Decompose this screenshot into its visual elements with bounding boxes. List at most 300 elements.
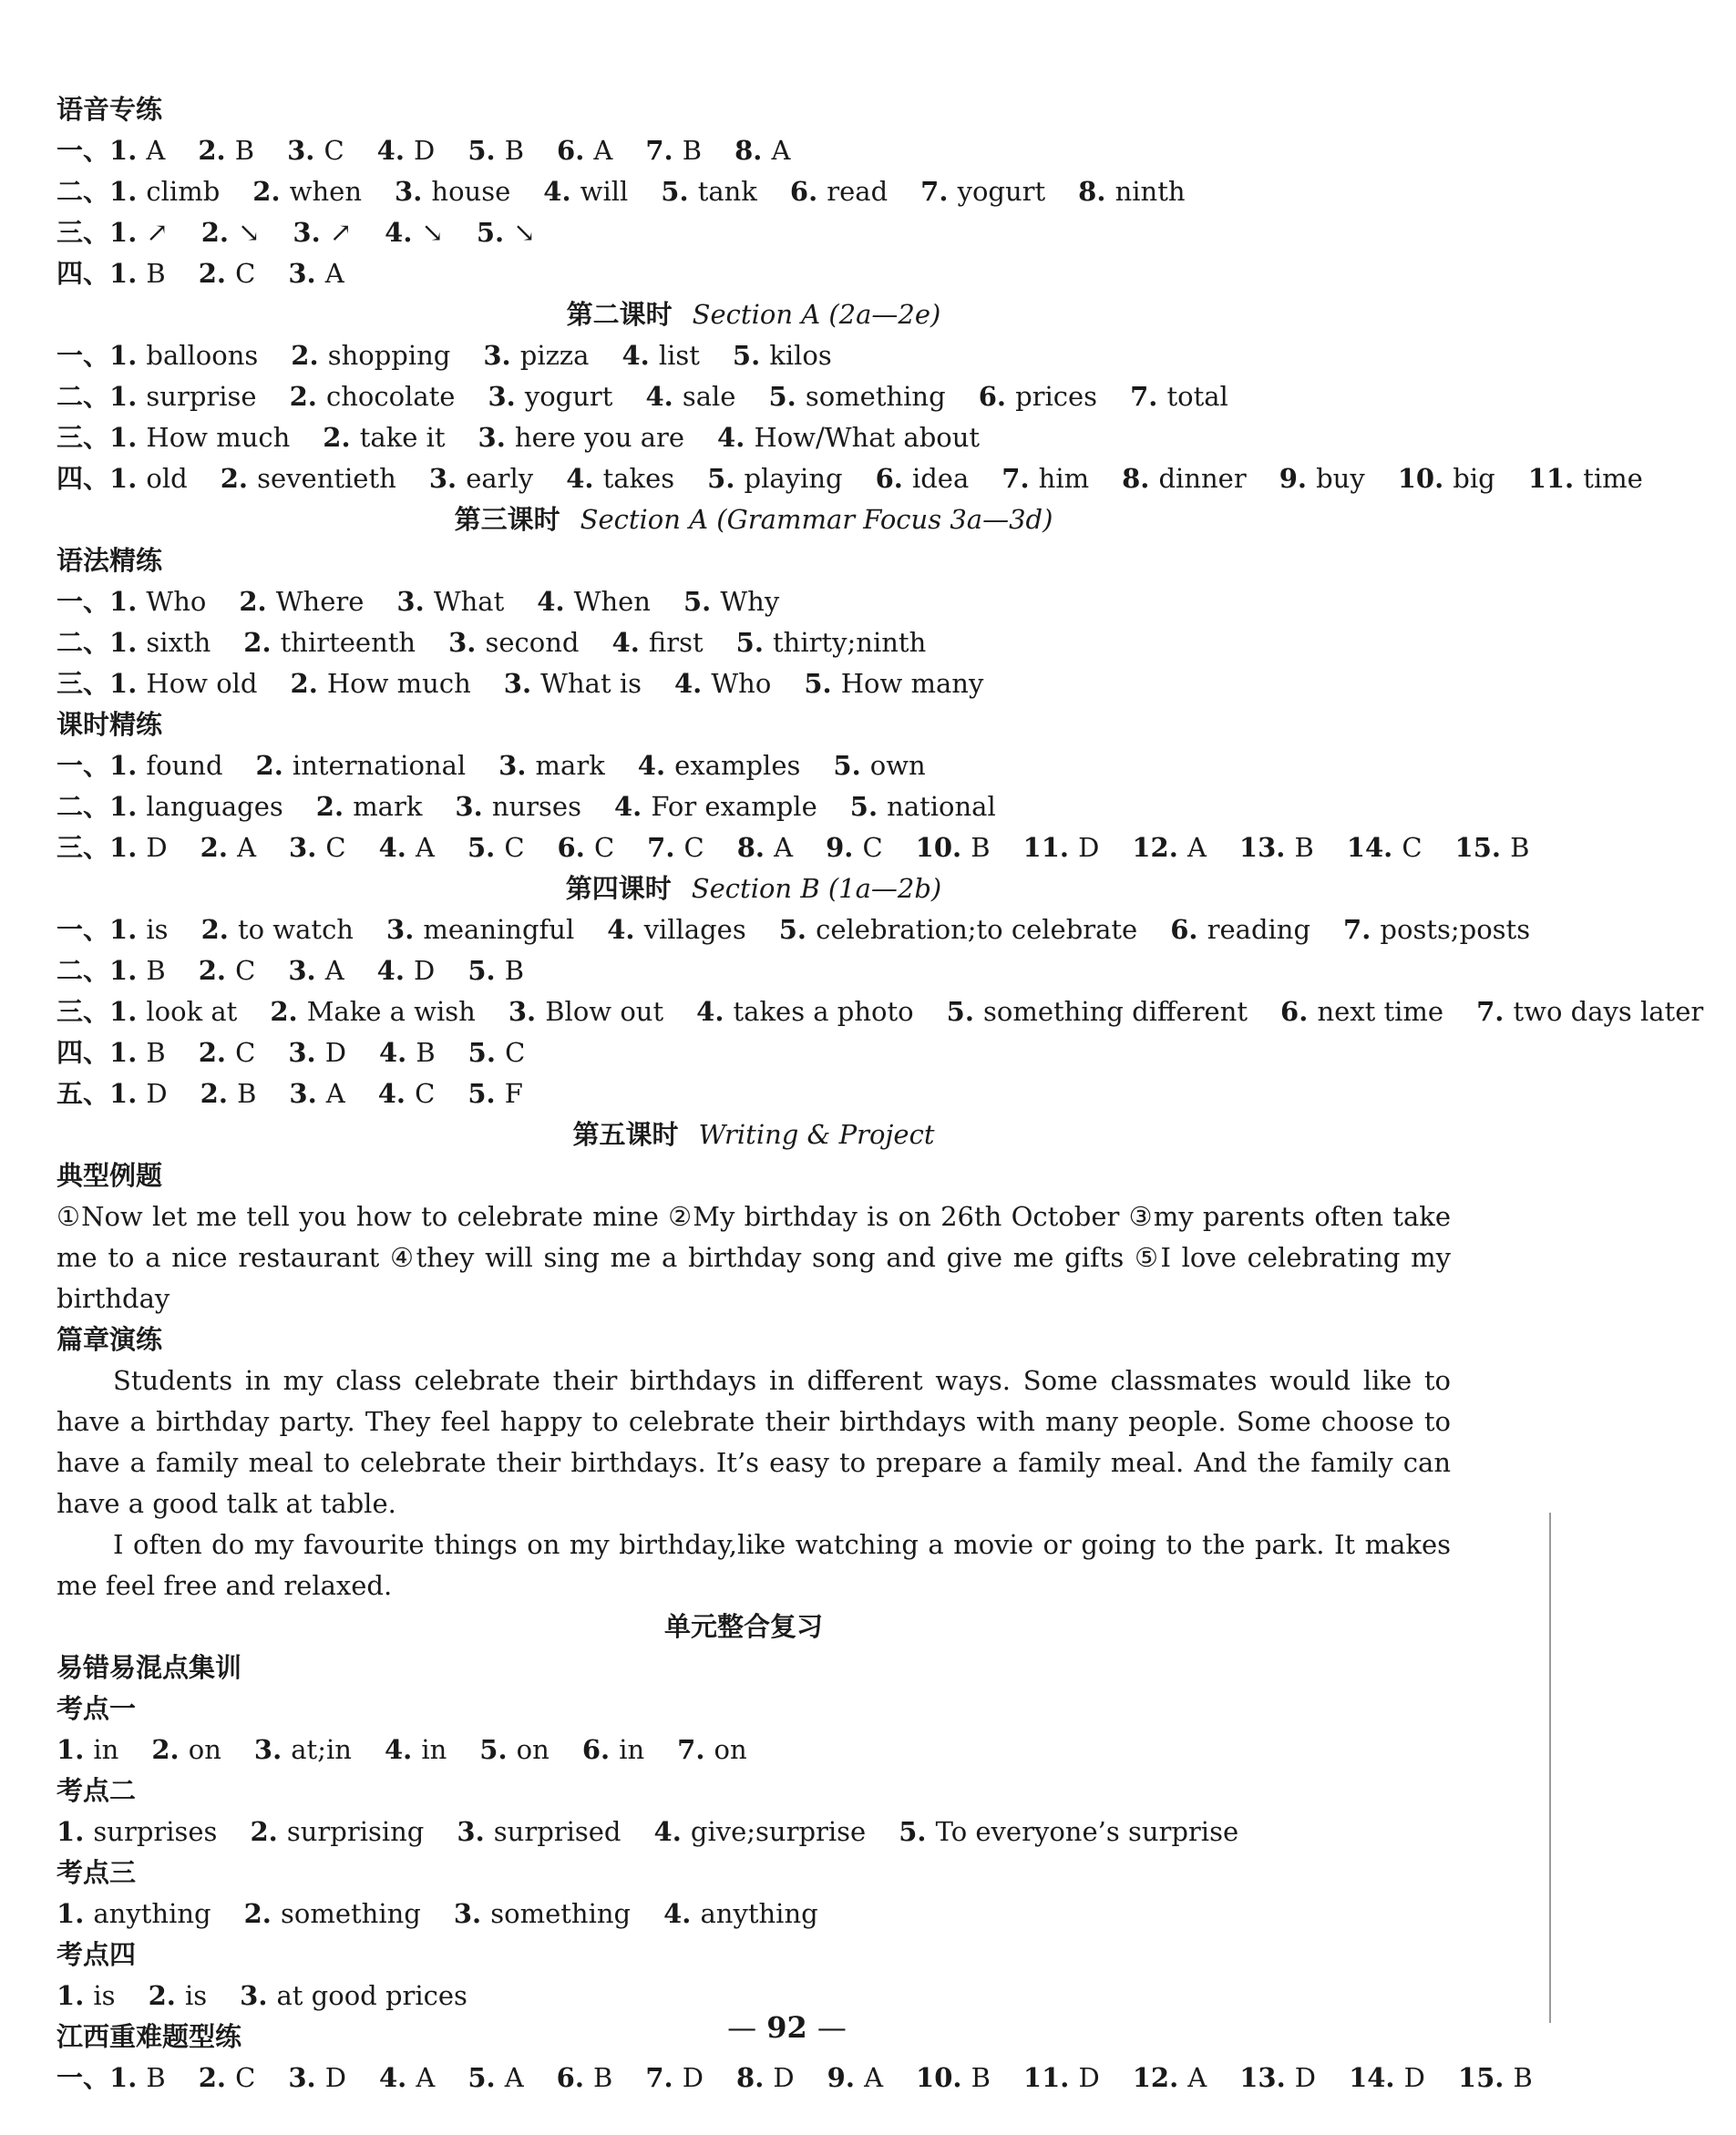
page-number-value: 92: [766, 2010, 807, 2045]
answer-item-text: B: [146, 1037, 166, 1068]
answer-item-number: 8: [734, 135, 754, 166]
answer-item-text: A: [146, 135, 166, 166]
answer-item-dot: .: [306, 1037, 325, 1068]
answer-item-dot: .: [128, 832, 147, 863]
answer-item-number: 3: [483, 340, 502, 371]
answer-item-dot: .: [486, 1078, 505, 1109]
answer-item-number: 5: [804, 668, 823, 699]
answer-item-number: 2: [255, 750, 274, 781]
answer-row-prefix: 一、: [56, 914, 110, 945]
answer-item-text: What is: [540, 668, 642, 699]
answer-item: [291, 335, 450, 376]
answer-item-dot: .: [395, 1078, 416, 1109]
answer-item-number: 6: [556, 2062, 575, 2093]
answer-item: [109, 376, 257, 417]
answer-item-dot: .: [679, 176, 698, 207]
answer-item-dot: .: [128, 135, 147, 166]
answer-row: [56, 1812, 1451, 1853]
answer-item-number: 7: [1476, 996, 1495, 1027]
answer-item: [790, 171, 888, 212]
answer-row-prefix: 三、: [56, 668, 110, 699]
answer-item-number: 8: [1122, 463, 1141, 494]
answer-item: [287, 130, 344, 171]
lesson-title-cn: 单元整合复习: [663, 1611, 823, 1642]
answer-item-dot: .: [682, 1898, 701, 1929]
answer-item-text: B: [146, 2062, 166, 2093]
answer-item-text: takes: [602, 463, 675, 494]
answer-item-dot: .: [632, 791, 652, 822]
answer-item: [663, 1894, 818, 1935]
answer-item-dot: .: [1059, 832, 1079, 863]
answer-item: [508, 991, 663, 1032]
answer-row-prefix: 四、: [56, 463, 110, 494]
answer-item-number: 5: [735, 627, 755, 658]
answer-item-number: 5: [467, 955, 487, 986]
answer-item: [1122, 458, 1247, 499]
answer-item: [200, 827, 256, 868]
answer-item-text: big: [1453, 463, 1495, 494]
answer-item-text: Make a wish: [306, 996, 476, 1027]
answer-item: [288, 1032, 346, 1073]
answer-row: [56, 745, 1451, 786]
answer-item-text: A: [324, 955, 344, 986]
answer-item-text: reading: [1207, 914, 1311, 945]
answer-item-dot: .: [575, 135, 594, 166]
answer-item-text: C: [415, 1078, 436, 1109]
answer-item: [109, 827, 168, 868]
page-number-dash-left: —: [727, 2010, 757, 2045]
answer-item-dot: .: [216, 1037, 236, 1068]
lesson-title-en: Section A (2a—2e): [692, 299, 941, 330]
answer-item-text: dinner: [1158, 463, 1247, 494]
answer-item-dot: .: [128, 1037, 147, 1068]
answer-item-text: first: [648, 627, 704, 658]
answer-item-text: thirty;ninth: [773, 627, 927, 658]
answer-item-number: 6: [1170, 914, 1189, 945]
answer-item-number: 3: [240, 1980, 259, 2011]
answer-item: [674, 663, 771, 704]
answer-item: [736, 622, 927, 663]
answer-item: [1343, 909, 1530, 950]
answer-item-number: 1: [109, 381, 128, 412]
answer-item: [677, 1730, 747, 1771]
answer-item-text: B: [416, 1037, 436, 1068]
answer-item: [395, 171, 510, 212]
answer-item-dot: .: [630, 627, 649, 658]
answer-item-text: on: [188, 1734, 221, 1765]
answer-item-text: D: [773, 2062, 795, 2093]
answer-item-dot: .: [258, 1980, 277, 2011]
answer-item: [467, 1073, 523, 1114]
answer-item: [56, 1812, 217, 1853]
answer-row-prefix: 二、: [56, 627, 110, 658]
answer-item-dot: .: [663, 381, 683, 412]
answer-item-text: How much: [326, 668, 471, 699]
answer-item-text: To everyone’s surprise: [935, 1816, 1239, 1847]
answer-item-dot: .: [75, 1898, 94, 1929]
answer-item-number: 4: [376, 135, 395, 166]
answer-item-dot: .: [1276, 832, 1295, 863]
answer-item-number: 4: [613, 791, 633, 822]
answer-item-text: C: [235, 258, 256, 289]
answer-item-number: 7: [645, 2062, 664, 2093]
section-heading: 典型例题: [56, 1160, 163, 1191]
answer-item-dot: .: [672, 1816, 691, 1847]
section-heading: 考点四: [56, 1939, 137, 1970]
answer-item-text: second: [485, 627, 580, 658]
answer-item-number: 5: [899, 1816, 918, 1847]
answer-item-dot: .: [1140, 463, 1159, 494]
answer-item: [707, 458, 842, 499]
answer-item-text: D: [414, 955, 436, 986]
answer-item-text: villages: [643, 914, 746, 945]
answer-item-number: 8: [1078, 176, 1097, 207]
answer-item-dot: .: [403, 1734, 422, 1765]
answer-item-number: 4: [384, 1734, 404, 1765]
answer-row: [56, 458, 1643, 499]
answer-item: [645, 376, 735, 417]
answer-item-text: yogurt: [524, 381, 613, 412]
answer-item-text: at;in: [291, 1734, 352, 1765]
answer-item-number: 4: [637, 750, 656, 781]
answer-item: [199, 950, 256, 991]
answer-item-number: 5: [849, 791, 868, 822]
answer-item-number: 5: [467, 135, 487, 166]
answer-item: [109, 950, 166, 991]
answer-item-text: C: [1402, 832, 1423, 863]
answer-item-number: 12: [1132, 2062, 1170, 2093]
answer-item: [566, 458, 674, 499]
section-heading: 考点一: [56, 1693, 137, 1724]
answer-item-dot: .: [262, 1898, 281, 1929]
answer-row-prefix: 一、: [56, 586, 110, 617]
answer-item-number: 5: [467, 2062, 487, 2093]
answer-item-dot: .: [128, 668, 147, 699]
answer-item-text: C: [235, 1037, 256, 1068]
answer-item: [1280, 991, 1443, 1032]
answer-item-number: 1: [109, 463, 128, 494]
answer-item-dot: .: [128, 381, 147, 412]
answer-item: [467, 130, 524, 171]
answer-item: [717, 417, 980, 458]
answer-item-dot: .: [725, 463, 745, 494]
answer-item-dot: .: [307, 832, 326, 863]
lesson-title: [56, 1606, 1451, 1647]
answer-item-dot: .: [262, 627, 281, 658]
answer-row-prefix: 二、: [56, 791, 110, 822]
answer-row: [56, 376, 1451, 417]
answer-item-number: 4: [378, 1037, 398, 1068]
answer-item-number: 5: [768, 381, 787, 412]
answer-item: [768, 376, 945, 417]
answer-item-text: What: [433, 586, 505, 617]
answer-item-dot: .: [219, 217, 239, 248]
answer-item-number: 6: [581, 1734, 601, 1765]
answer-item-dot: .: [309, 340, 328, 371]
answer-item: [661, 171, 757, 212]
answer-item-number: 15: [1454, 832, 1492, 863]
answer-item: [56, 1730, 118, 1771]
answer-item-dot: .: [996, 381, 1016, 412]
answer-item-text: B: [971, 2062, 991, 2093]
answer-item-number: 2: [200, 832, 219, 863]
answer-item: [239, 581, 364, 622]
answer-item-dot: .: [1383, 832, 1402, 863]
answer-item-text: international: [292, 750, 467, 781]
answer-row: [56, 991, 1704, 1032]
answer-item-text: Who: [146, 586, 207, 617]
answer-item-dot: .: [306, 2062, 325, 2093]
answer-item-text: mark: [535, 750, 605, 781]
answer-item-text: A: [416, 2062, 436, 2093]
answer-item-number: 2: [250, 1816, 269, 1847]
answer-item-text: idea: [911, 463, 970, 494]
answer-item-dot: .: [397, 1037, 416, 1068]
answer-item: [244, 1894, 421, 1935]
answer-item: [779, 909, 1138, 950]
answer-item-text: D: [1078, 2062, 1100, 2093]
answer-item-dot: .: [128, 258, 147, 289]
answer-item-text: mark: [353, 791, 423, 822]
answer-item-dot: .: [844, 832, 863, 863]
answer-item-text: B: [593, 2062, 613, 2093]
section-heading: 篇章演练: [56, 1324, 163, 1355]
answer-item-number: 9: [1279, 463, 1298, 494]
answer-item-text: surprises: [93, 1816, 218, 1847]
answer-item-text: B: [504, 135, 525, 166]
answer-item-number: 1: [109, 1037, 128, 1068]
answer-item-dot: .: [311, 217, 330, 248]
answer-item: [947, 991, 1248, 1032]
answer-item-text: playing: [744, 463, 843, 494]
answer-item-dot: .: [128, 627, 147, 658]
answer-item-number: 6: [978, 381, 997, 412]
answer-row-prefix: 三、: [56, 832, 110, 863]
answer-row-prefix: 一、: [56, 340, 110, 371]
answer-item: [109, 745, 223, 786]
answer-item-number: 4: [607, 914, 626, 945]
answer-item: [1023, 827, 1100, 868]
answer-item-text: surprised: [493, 1816, 621, 1847]
answer-item-text: climb: [146, 176, 221, 207]
section-heading: 课时精练: [56, 709, 163, 740]
answer-row-prefix: 三、: [56, 996, 110, 1027]
answer-item: [290, 376, 456, 417]
answer-item-text: A: [325, 1078, 345, 1109]
answer-item: [109, 212, 169, 253]
answer-item-text: C: [504, 832, 525, 863]
answer-item-text: A: [324, 258, 344, 289]
answer-item: [270, 991, 476, 1032]
answer-item: [455, 786, 581, 827]
answer-item-dot: .: [169, 1734, 189, 1765]
answer-item-number: 4: [663, 1898, 683, 1929]
answer-item-text: A: [1187, 2062, 1207, 2093]
answer-item-text: C: [235, 955, 256, 986]
answer-item-dot: .: [601, 1734, 620, 1765]
answer-item: [696, 991, 914, 1032]
answer-item-number: 11: [1527, 463, 1566, 494]
answer-row: [56, 663, 1451, 704]
answer-item-text: something: [805, 381, 946, 412]
answer-row: [56, 335, 1451, 376]
page-number-dash-right: —: [817, 2010, 847, 2045]
answer-item-dot: .: [952, 2062, 971, 2093]
lesson-title: [56, 868, 1451, 909]
answer-item-dot: .: [939, 176, 958, 207]
answer-item-text: pizza: [519, 340, 590, 371]
answer-item-dot: .: [216, 135, 235, 166]
answer-item-text: will: [580, 176, 629, 207]
answer-item: [109, 581, 206, 622]
answer-item-number: 1: [109, 955, 128, 986]
answer-item: [109, 253, 166, 294]
answer-item-text: A: [593, 135, 613, 166]
answer-item: [1130, 376, 1228, 417]
answer-item-number: 5: [661, 176, 680, 207]
answer-item-dot: .: [575, 832, 594, 863]
answer-item: [804, 663, 983, 704]
answer-item: [850, 786, 996, 827]
answer-row: [56, 212, 1451, 253]
answer-item-number: 3: [448, 627, 467, 658]
answer-item: [1455, 827, 1530, 868]
answer-item: [537, 581, 651, 622]
answer-item-dot: .: [1495, 2062, 1514, 2093]
answer-item: [827, 2058, 883, 2099]
answer-item-dot: .: [753, 135, 772, 166]
answer-row-prefix: 四、: [56, 1037, 110, 1068]
answer-item: [448, 622, 579, 663]
answer-item-text: own: [869, 750, 926, 781]
answer-item-number: 10: [916, 2062, 953, 2093]
answer-item-text: kilos: [769, 340, 832, 371]
answer-item-number: 3: [453, 1898, 473, 1929]
answer-item-text: C: [862, 832, 883, 863]
answer-item-number: 8: [736, 832, 755, 863]
answer-item-dot: .: [808, 176, 827, 207]
answer-item-dot: .: [128, 340, 147, 371]
answer-item: [479, 1730, 550, 1771]
answer-item-number: 2: [200, 914, 220, 945]
answer-item-text: house: [431, 176, 511, 207]
answer-item-text: B: [504, 955, 525, 986]
answer-item: [612, 622, 704, 663]
answer-item-number: 5: [467, 832, 487, 863]
answer-item: [468, 1032, 526, 1073]
answer-item: [557, 2058, 613, 2099]
answer-item-dot: .: [475, 1816, 494, 1847]
answer-item: [645, 130, 702, 171]
answer-item-dot: .: [268, 1816, 287, 1847]
answer-item-dot: .: [1276, 2062, 1295, 2093]
answer-item-text: How old: [146, 668, 258, 699]
answer-item-text: B: [237, 1078, 257, 1109]
answer-item-text: C: [235, 2062, 256, 2093]
answer-item-dot: .: [218, 1078, 238, 1109]
answer-row-prefix: 二、: [56, 381, 110, 412]
answer-item: [543, 171, 628, 212]
answer-item-number: 1: [109, 750, 128, 781]
answer-row-prefix: 四、: [56, 258, 110, 289]
answer-item: [377, 130, 436, 171]
answer-item-number: 4: [621, 340, 641, 371]
answer-item-text: B: [146, 955, 166, 986]
paragraph: I often do my favourite things on my birthday,like watching a movie or going to the park. It makes me feel free and relaxed.: [56, 1529, 1451, 1601]
answer-item-number: 5: [479, 1734, 498, 1765]
answer-item: [1476, 991, 1703, 1032]
answer-item-dot: .: [735, 422, 755, 453]
margin-rule: [1549, 1513, 1551, 2023]
answer-item-number: 4: [717, 422, 736, 453]
answer-item: [1002, 458, 1089, 499]
answer-item-dot: .: [665, 832, 684, 863]
answer-item-dot: .: [527, 996, 546, 1027]
lesson-title-en: Section B (1a—2b): [691, 873, 942, 904]
answer-item-dot: .: [128, 791, 147, 822]
answer-item-dot: .: [218, 832, 238, 863]
answer-item-dot: .: [397, 2062, 416, 2093]
paragraph: ①Now let me tell you how to celebrate mine ②My birthday is on 26th October ③my parents often take me to a nice restaurant ④they will sing me a birthday song and give me gifts ⑤I love celebrating my birthday: [56, 1201, 1451, 1314]
answer-item-dot: .: [1565, 463, 1584, 494]
answer-item-text: prices: [1015, 381, 1098, 412]
answer-item-number: 11: [1022, 2062, 1061, 2093]
answer-item: [614, 786, 817, 827]
answer-item: [683, 581, 779, 622]
answer-row-prefix: 三、: [56, 422, 110, 453]
answer-item-text: meaningful: [423, 914, 575, 945]
answer-item-number: 4: [377, 1078, 396, 1109]
answer-item: [1133, 2058, 1207, 2099]
answer-item: [734, 130, 790, 171]
answer-item: [1023, 2058, 1100, 2099]
answer-item-number: 4: [378, 2062, 398, 2093]
answer-item: [109, 2058, 166, 2099]
answer-item: [557, 130, 612, 171]
answer-item: [200, 1073, 257, 1114]
answer-item: [199, 1032, 256, 1073]
answer-item: [243, 622, 416, 663]
answer-item: [737, 827, 793, 868]
answer-item-dot: .: [1385, 2062, 1404, 2093]
answer-item-text: buy: [1316, 463, 1365, 494]
answer-item: [647, 827, 704, 868]
answer-item-dot: .: [693, 668, 712, 699]
answer-item-number: 1: [109, 914, 128, 945]
answer-item-number: 4: [376, 955, 395, 986]
answer-item-number: 2: [243, 1898, 262, 1929]
answer-item: [385, 212, 444, 253]
answer-item: [582, 1730, 644, 1771]
answer-item: [377, 950, 436, 991]
answer-item-number: 3: [498, 750, 518, 781]
answer-item-text: when: [289, 176, 362, 207]
answer-item-number: 2: [200, 1078, 219, 1109]
answer-item: [621, 335, 699, 376]
answer-item-text: chocolate: [325, 381, 456, 412]
answer-row-prefix: 一、: [56, 2062, 110, 2093]
answer-item-text: total: [1166, 381, 1228, 412]
answer-item-dot: .: [1020, 463, 1039, 494]
answer-row-prefix: 三、: [56, 217, 110, 248]
answer-item-dot: .: [521, 668, 541, 699]
answer-item: [291, 663, 471, 704]
answer-item-text: found: [146, 750, 223, 781]
answer-item-number: 3: [253, 1734, 273, 1765]
answer-item-number: 2: [198, 135, 217, 166]
answer-row: [56, 1073, 1451, 1114]
answer-item-number: 1: [109, 627, 128, 658]
